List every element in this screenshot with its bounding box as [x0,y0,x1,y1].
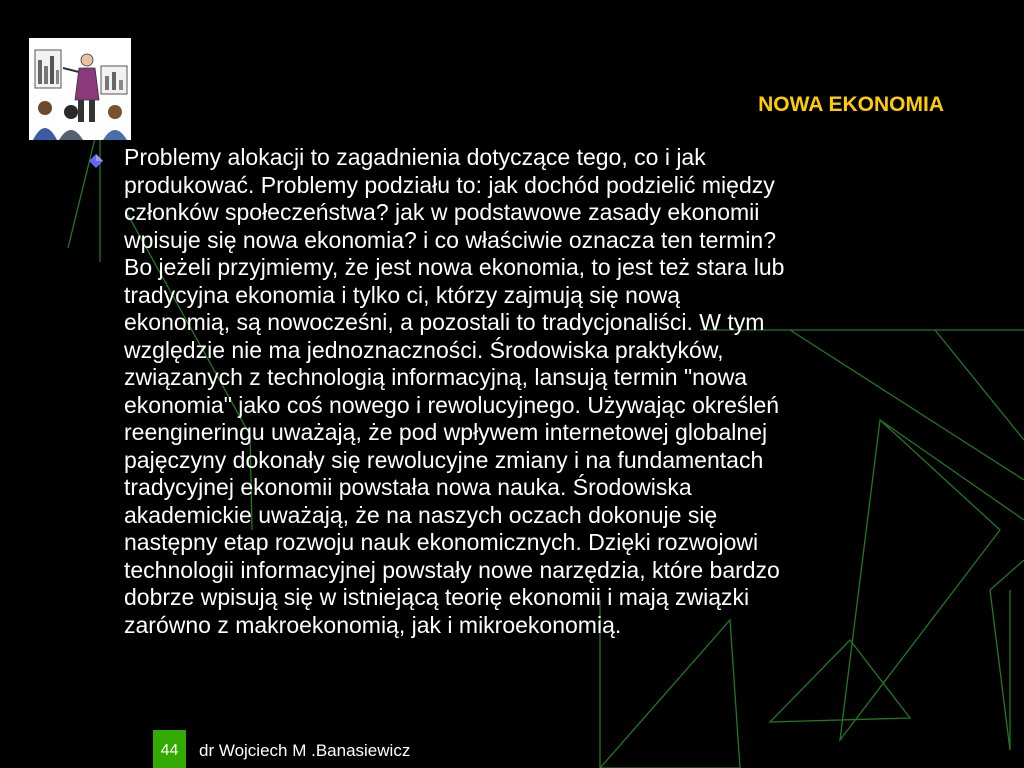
paragraph-line: Problemy alokacji to zagadnienia dotyczące tego, co i jak [124,144,706,170]
slide-title: NOWA EKONOMIA [758,93,944,116]
author-footer: dr Wojciech M .Banasiewicz [199,741,411,760]
paragraph-line: pajęczyny dokonały się rewolucyjne zmiany i na fundamentach [124,446,764,473]
paragraph-line: technologii informacyjnej powstały nowe narzędzia, które bardzo [124,556,780,583]
presenter-chart-clipart-icon [29,38,131,140]
paragraph-line: akademickie uważają, że na naszych oczach dokonuje się [124,501,718,528]
paragraph-line: reengineringu uważają, że pod wpływem internetowej globalnej [124,419,768,445]
paragraph-line: następny etap rozwoju nauk ekonomicznych. Dzięki rozwojowi [124,529,759,555]
paragraph-line: członków społeczeństwa? jak w podstawowe zasady ekonomii [124,199,760,225]
paragraph-line: wpisuje się nowa ekonomia? i co właściwie oznacza ten termin? [124,226,776,253]
paragraph-line: tradycyjnej ekonomii powstała nowa nauka. Środowiska [124,474,692,500]
paragraph-line: zarówno z makroekonomią, jak i mikroekonomią. [124,611,622,638]
paragraph-line: produkować. Problemy podziału to: jak dochód podzielić między [124,171,775,198]
paragraph-line: związanych z technologią informacyjną, lansują termin "nowa [124,364,748,390]
paragraph-line: względzie nie ma jednoznaczności. Środowiska praktyków, [124,336,724,363]
paragraph-line: dobrze wpisują się w istniejącą teorię ekonomii i mają związki [124,584,750,610]
paragraph-line: Bo jeżeli przyjmiemy, że jest nowa ekonomia, to jest też stara lub [124,254,785,280]
slide-number: 44 [153,730,186,768]
paragraph-line: ekonomią, są nowocześni, a pozostali to tradycjonaliści. W tym [124,309,765,335]
diamond-bullet-icon [89,154,103,168]
paragraph-line: tradycyjna ekonomia i tylko ci, którzy zajmują się nową [124,281,681,308]
paragraph-line: ekonomia" jako coś nowego i rewolucyjnego. Używając określeń [124,391,780,418]
body-paragraph [124,144,954,639]
